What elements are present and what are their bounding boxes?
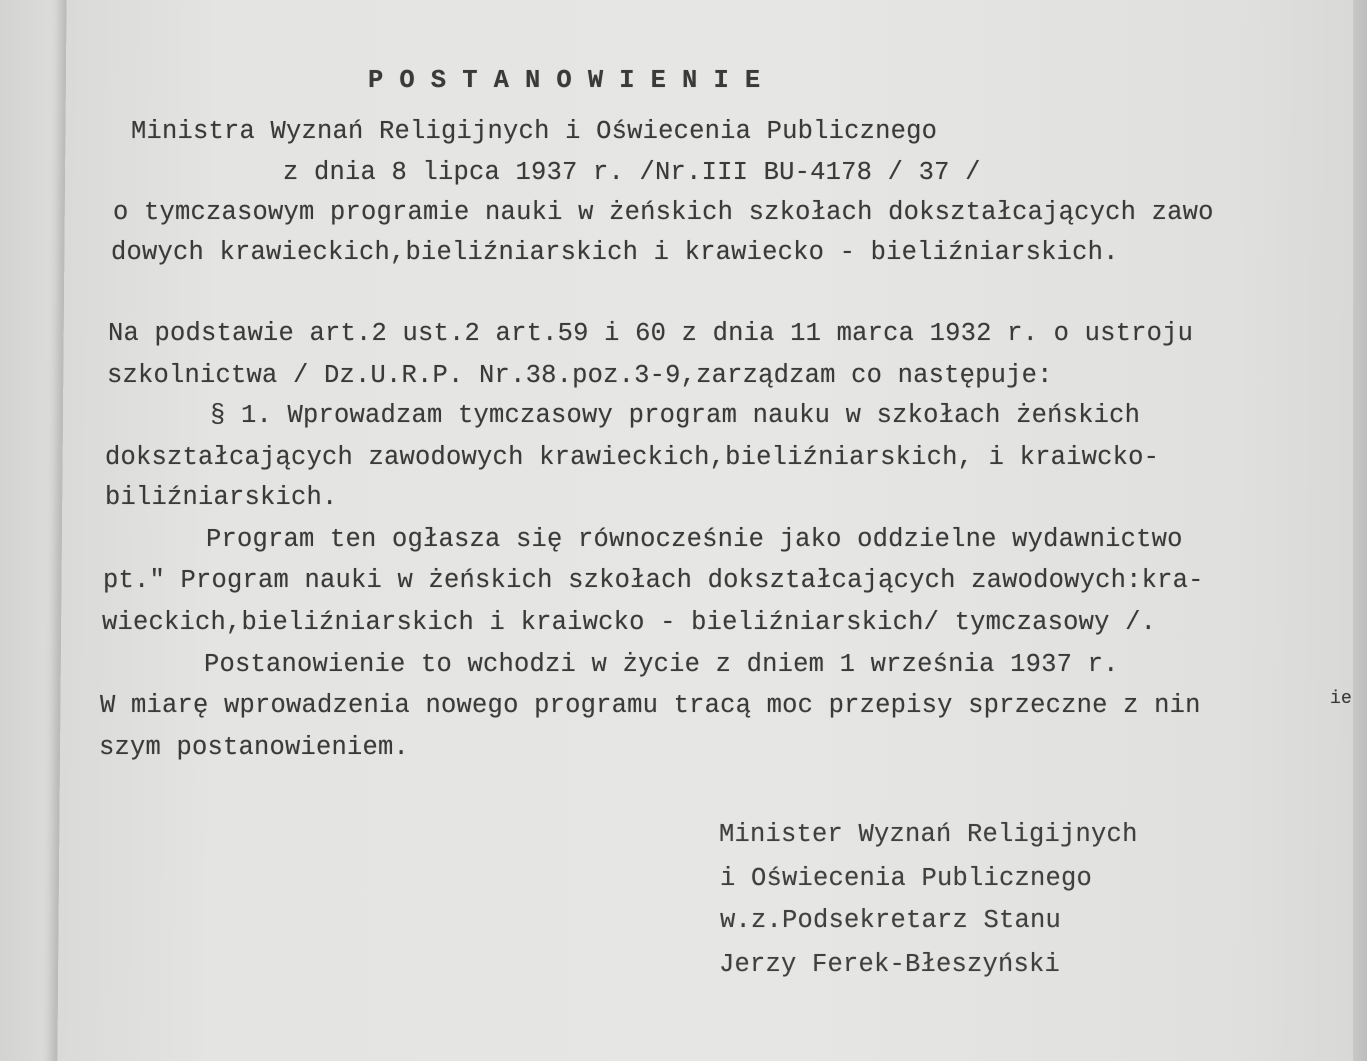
issuer-line: Ministra Wyznań Religijnych i Oświecenia Publicznego	[131, 117, 938, 146]
subject-line: o tymczasowym programie nauki w żeńskich szkołach dokształcających zawo	[113, 198, 1214, 227]
program-line: pt." Program nauki w żeńskich szkołach dokształcających zawodowych:kra-	[103, 566, 1204, 595]
paragraph-line: § 1. Wprowadzam tymczasowy program nauku w szkołach żeńskich	[210, 401, 1141, 430]
basis-line: szkolnictwa / Dz.U.R.P. Nr.38.poz.3-9,zarządzam co następuje:	[107, 361, 1053, 390]
signature-line: i Oświecenia Publicznego	[720, 864, 1093, 893]
paragraph-line: biliźniarskich.	[105, 483, 338, 512]
signature-line: w.z.Podsekretarz Stanu	[720, 906, 1062, 935]
effect-line: Postanowienie to wchodzi w życie z dniem 1 września 1937 r.	[204, 650, 1119, 679]
date-line: z dnia 8 lipca 1937 r. /Nr.III BU-4178 / 37 /	[283, 158, 981, 187]
signature-line: Minister Wyznań Religijnych	[719, 820, 1138, 849]
effect-line: szym postanowieniem.	[99, 733, 410, 762]
document-heading: P O S T A N O W I E N I E	[368, 66, 761, 95]
paragraph-line: dokształcających zawodowych krawieckich,bieliźniarskich, i kraiwcko-	[105, 443, 1160, 472]
basis-line: Na podstawie art.2 ust.2 art.59 i 60 z dnia 11 marca 1932 r. o ustroju	[108, 319, 1194, 348]
effect-line: W miarę wprowadzenia nowego programu tracą moc przepisy sprzeczne z nin	[100, 691, 1201, 720]
page-edge	[1353, 0, 1367, 1061]
program-line: wieckich,bieliźniarskich i kraiwcko - bieliźniarskich/ tymczasowy /.	[102, 608, 1157, 637]
subject-line: dowych krawieckich,bieliźniarskich i krawiecko - bieliźniarskich.	[111, 238, 1119, 267]
signature-line: Jerzy Ferek-Błeszyński	[719, 950, 1061, 979]
overstrike-text: ie	[1330, 689, 1353, 709]
program-line: Program ten ogłasza się równocześnie jako oddzielne wydawnictwo	[206, 525, 1183, 554]
